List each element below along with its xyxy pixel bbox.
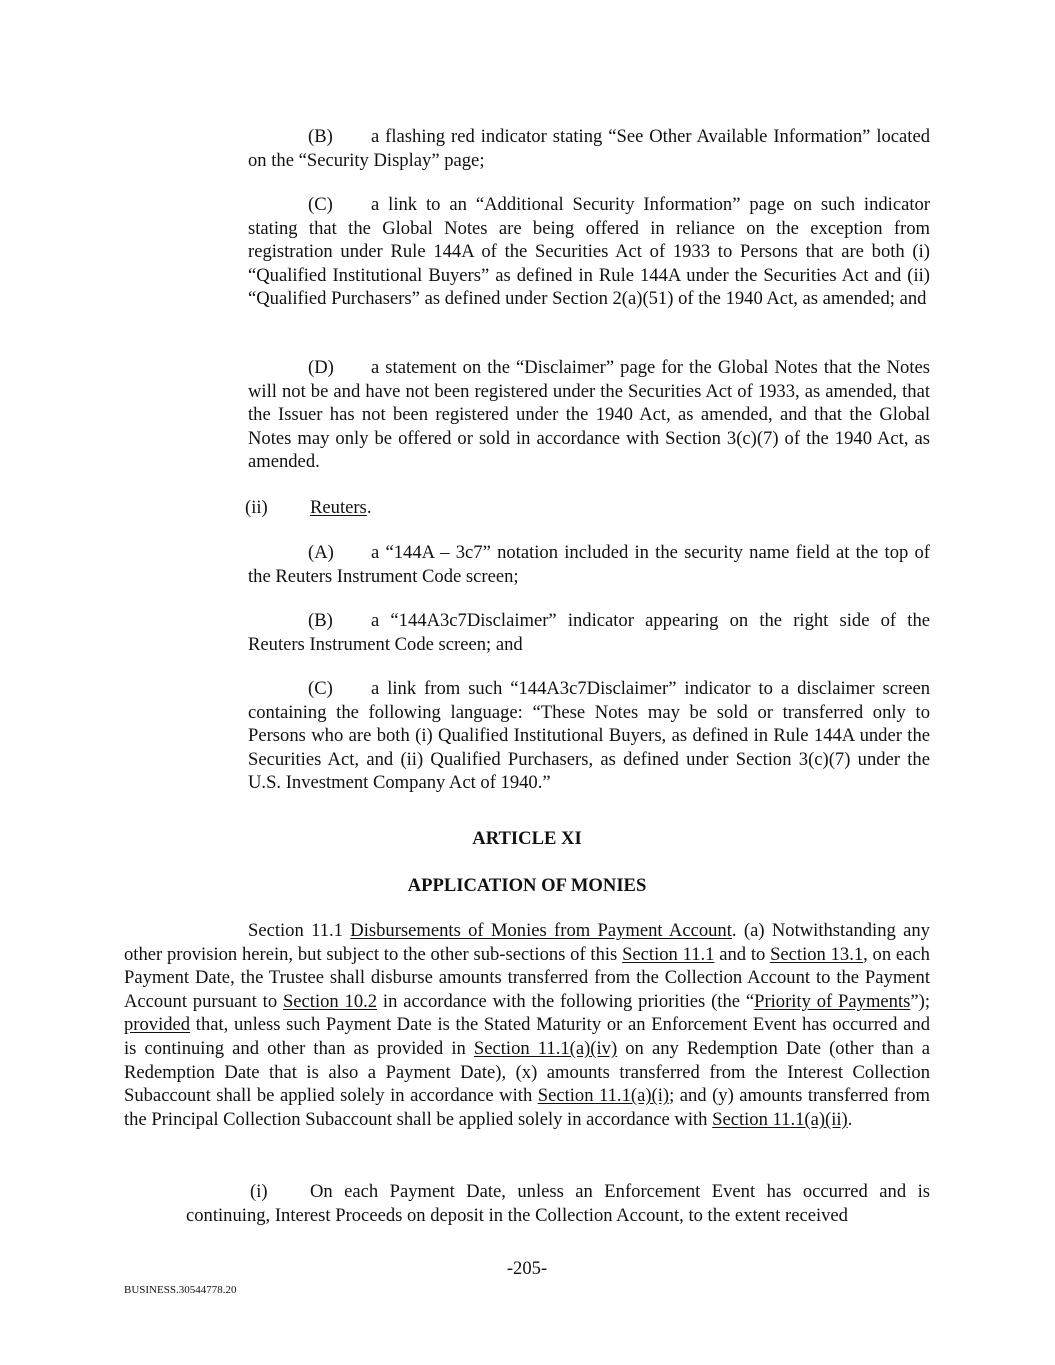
text-run: that, unless such Payment Date is the Stated Maturity or an Enforcement Event has occurred and is continuing and other than as provided in [124, 1014, 930, 1059]
item-label: (ii) [245, 497, 268, 518]
paragraph-text: a flashing red indicator stating “See Other Available Information” located on the “Security Display” page; [248, 126, 930, 171]
text-run: . [847, 1108, 853, 1130]
cross-reference: Section 11.1(a)(i) [537, 1085, 670, 1107]
paragraph-b-bloomberg [248, 125, 930, 172]
cross-reference: Section 13.1 [770, 943, 864, 965]
paragraph-i [186, 1180, 930, 1227]
item-label: (i) [250, 1181, 268, 1202]
text-run: on any Redemption Date (other than a Redemption Date that is also a Payment Date), (x) amounts transferred from the Interest Collection Subaccount shall be applied solely in accordance with [124, 1037, 930, 1107]
cross-reference: Section 11.1 [622, 943, 715, 965]
text-run: in accordance with the following priorities (the “ [377, 990, 755, 1012]
item-label: (C) [308, 194, 333, 215]
cross-reference: Section 11.1(a)(ii) [712, 1108, 848, 1130]
heading-text: Reuters [310, 497, 367, 518]
paragraph-b-reuters [248, 609, 930, 656]
section-number: Section 11.1 [248, 920, 351, 941]
text-run: ”); [910, 990, 930, 1012]
article-number: ARTICLE XI [472, 828, 582, 849]
paragraph-text: a link to an “Additional Security Information” page on such indicator stating that the Global Notes are being offered in reliance on the exception from registration under Rule 144A of the Securities Act of 1933 to Persons that are both (i) “Qualified Institutional Buyers” as defined in Rule 144A under the Securities Act and (ii) “Qualified Purchasers” as defined under Section 2(a)(51) of the 1940 Act, as amended; and [248, 194, 930, 310]
section-11-1-paragraph [124, 919, 930, 1131]
cross-reference: Section 10.2 [282, 990, 378, 1012]
subheading-reuters [245, 496, 930, 520]
paragraph-text: On each Payment Date, unless an Enforcement Event has occurred and is continuing, Interest Proceeds on deposit in the Collection Account, to the extent received [186, 1181, 930, 1226]
paragraph-text: a “144A3c7Disclaimer” indicator appearing on the right side of the Reuters Instrument Code screen; and [248, 610, 930, 655]
item-label: (C) [308, 678, 333, 699]
punctuation: . [366, 497, 372, 518]
item-label: (A) [308, 542, 334, 563]
paragraph-d-bloomberg [248, 356, 930, 474]
text-run: . (a) Notwithstanding any other provision herein, but subject to the other sub-sections of this [124, 920, 930, 965]
paragraph-a-reuters [248, 541, 930, 588]
text-run: and to [714, 943, 771, 965]
cross-reference: Section 11.1(a)(iv) [473, 1037, 618, 1059]
paragraph-c-bloomberg [248, 193, 930, 311]
text-run: , on each Payment Date, the Trustee shall disburse amounts transferred from the Collection Account to the Payment Account pursuant to [124, 943, 930, 1012]
page-number: -205- [506, 1258, 548, 1279]
item-label: (B) [308, 126, 333, 147]
item-label: (D) [308, 357, 334, 378]
paragraph-text: a “144A – 3c7” notation included in the security name field at the top of the Reuters Instrument Code screen; [248, 542, 930, 587]
paragraph-text: a link from such “144A3c7Disclaimer” indicator to a disclaimer screen containing the following language: “These Notes may be sold or transferred only to Persons who are both (i) Qualified Institutional Buyers, as defined in Rule 144A under the Securities Act, and (ii) Qualified Purchasers, as defined under Section 3(c)(7) under the U.S. Investment Company Act of 1940.” [248, 678, 930, 794]
emphasis-term: provided [124, 1014, 191, 1036]
text-run: ; and (y) amounts transferred from the Principal Collection Subaccount shall be applied solely in accordance with [124, 1085, 930, 1130]
paragraph-text: a statement on the “Disclaimer” page for the Global Notes that the Notes will not be and have not been registered under the Securities Act of 1933, as amended, that the Issuer has not been registered under the 1940 Act, as amended, and that the Global Notes may only be offered or sold in accordance with Section 3(c)(7) of the 1940 Act, as amended. [248, 357, 930, 473]
document-id: BUSINESS.30544778.20 [124, 1284, 237, 1296]
item-label: (B) [308, 610, 333, 631]
section-heading: Disbursements of Monies from Payment Account [350, 920, 732, 941]
defined-term: Priority of Payments [754, 990, 911, 1012]
paragraph-c-reuters [248, 677, 930, 795]
article-title: APPLICATION OF MONIES [407, 875, 647, 896]
